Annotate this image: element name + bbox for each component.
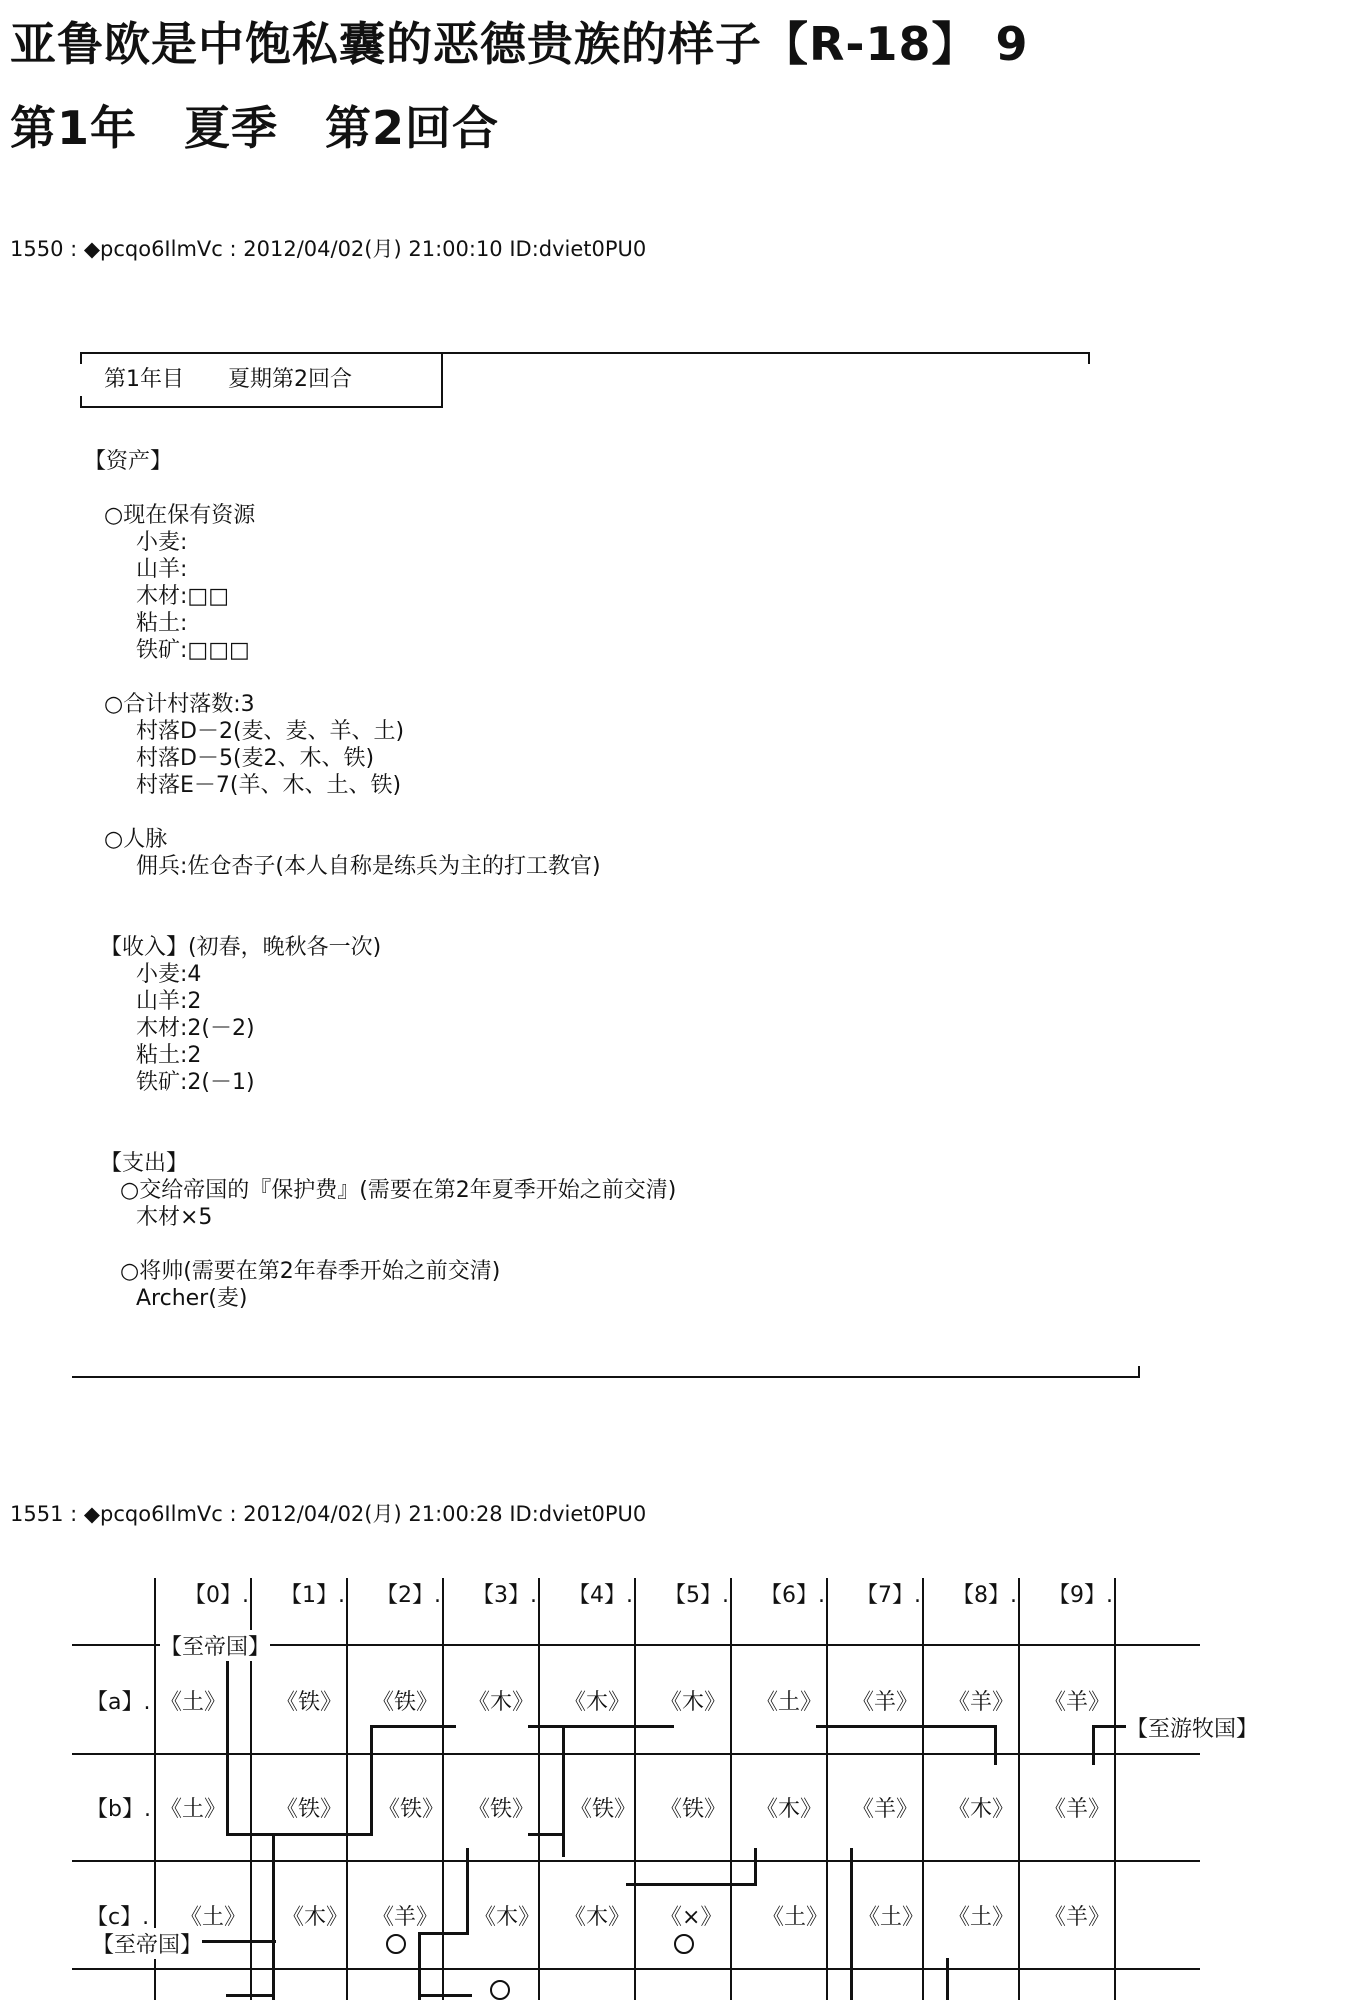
grid-col-header: 【5】. (664, 1583, 729, 1608)
map-cell: 《土》 (160, 1690, 227, 1715)
village-item: 村落E－7(羊、木、土、铁) (136, 773, 402, 798)
map-cell: 《木》 (564, 1690, 631, 1715)
route-line (418, 1994, 472, 1997)
income-heading: 【收入】(初春，晚秋各一次) (100, 935, 382, 960)
map-cell: 《土》 (180, 1905, 247, 1930)
income-item: 山羊:2 (136, 989, 202, 1014)
label-box-right-edge (441, 352, 443, 408)
map-cell: 《木》 (468, 1690, 535, 1715)
map-cell: 《铁》 (378, 1797, 445, 1822)
map-cell: 《土》 (160, 1797, 227, 1822)
grid-col-header: 【7】. (856, 1583, 921, 1608)
map-cell: 《木》 (564, 1905, 631, 1930)
route-line (226, 1640, 229, 1836)
route-line (226, 1833, 372, 1836)
thread-title: 亚鲁欧是中饱私囊的恶德贵族的样子【R-18】 9 (10, 17, 1029, 71)
box-bottom-rule (72, 1376, 1140, 1378)
expense-heading: 【支出】 (100, 1151, 189, 1176)
box-bottom-tick (1138, 1366, 1140, 1378)
expense-item: ○交给帝国的『保护费』(需要在第2年夏季开始之前交清) (120, 1178, 677, 1203)
resource-item: 木材:□□ (136, 584, 229, 609)
map-cell: 《土》 (762, 1905, 829, 1930)
route-line (1092, 1725, 1128, 1728)
settlement-marker (386, 1934, 406, 1954)
map-cell: 《铁》 (372, 1690, 439, 1715)
network-item: 佣兵:佐仓杏子(本人自称是练兵为主的打工教官) (136, 854, 601, 879)
village-item: 村落D－2(麦、麦、羊、土) (136, 719, 405, 744)
map-cell: 《羊》 (852, 1797, 919, 1822)
grid-row-line (72, 1753, 1200, 1755)
grid-col-line (1114, 1578, 1116, 2000)
grid-row-label: 【c】. (86, 1905, 150, 1930)
grid-col-line (442, 1578, 444, 2000)
income-item: 粘土:2 (136, 1043, 202, 1068)
route-line (272, 1835, 275, 2000)
resource-item: 小麦: (136, 530, 188, 555)
grid-row-label: 【a】. (86, 1690, 151, 1715)
grid-col-line (730, 1578, 732, 2000)
route-line (370, 1725, 456, 1728)
box-right-tick (1088, 352, 1090, 364)
map-cell: 《×》 (660, 1905, 723, 1930)
assets-heading: 【资产】 (84, 449, 173, 474)
to-nomad-label: 【至游牧国】 (1126, 1712, 1258, 1743)
route-line (626, 1883, 756, 1886)
route-line (370, 1725, 373, 1836)
route-line (946, 1958, 949, 2000)
map-cell: 《木》 (756, 1797, 823, 1822)
map-cell: 《羊》 (948, 1690, 1015, 1715)
route-line (466, 1848, 469, 1935)
box-top-rule (80, 352, 1090, 354)
villages-heading: ○合计村落数:3 (104, 692, 255, 717)
grid-col-line (922, 1578, 924, 2000)
box-left-tick (80, 352, 82, 364)
label-box-bottom-rule (80, 406, 443, 408)
map-cell: 《木》 (948, 1797, 1015, 1822)
expense-detail: Archer(麦) (136, 1286, 248, 1311)
grid-row-label: 【b】. (86, 1797, 151, 1822)
network-heading: ○人脉 (104, 827, 168, 852)
map-cell: 《羊》 (372, 1905, 439, 1930)
map-cell: 《羊》 (852, 1690, 919, 1715)
grid-col-header: 【3】. (472, 1583, 537, 1608)
route-line (418, 1932, 469, 1935)
to-empire-label: 【至帝国】 (160, 1630, 270, 1661)
settlement-marker (674, 1934, 694, 1954)
map-cell: 《铁》 (276, 1690, 343, 1715)
route-line (528, 1833, 565, 1836)
income-item: 铁矿:2(－1) (136, 1070, 255, 1095)
grid-row-line (72, 1860, 1200, 1862)
round-label: 第1年目 夏期第2回合 (104, 367, 352, 392)
route-line (562, 1725, 565, 1857)
to-empire-left-label: 【至帝国】 (92, 1928, 202, 1959)
grid-row-line (72, 1968, 1200, 1970)
income-item: 小麦:4 (136, 962, 202, 987)
route-line (1092, 1725, 1095, 1765)
expense-item: ○将帅(需要在第2年春季开始之前交清) (120, 1259, 501, 1284)
expense-detail: 木材×5 (136, 1205, 213, 1230)
resource-item: 山羊: (136, 557, 188, 582)
chapter-title: 第1年 夏季 第2回合 (10, 101, 500, 155)
post-header-1550: 1550 : ◆pcqo6IlmVc : 2012/04/02(月) 21:00:10 ID:dviet0PU0 (10, 237, 647, 261)
map-cell: 《铁》 (276, 1797, 343, 1822)
grid-col-header: 【4】. (568, 1583, 633, 1608)
post-header-1551: 1551 : ◆pcqo6IlmVc : 2012/04/02(月) 21:00:28 ID:dviet0PU0 (10, 1502, 647, 1526)
map-cell: 《羊》 (1044, 1797, 1111, 1822)
map-cell: 《铁》 (570, 1797, 637, 1822)
grid-col-header: 【1】. (280, 1583, 345, 1608)
grid-col-line (346, 1578, 348, 2000)
route-line (754, 1848, 757, 1886)
map-cell: 《木》 (282, 1905, 349, 1930)
map-cell: 《土》 (948, 1905, 1015, 1930)
map-cell: 《铁》 (468, 1797, 535, 1822)
grid-col-line (826, 1578, 828, 2000)
route-line (994, 1725, 997, 1765)
village-item: 村落D－5(麦2、木、铁) (136, 746, 375, 771)
grid-col-line (538, 1578, 540, 2000)
map-cell: 《土》 (756, 1690, 823, 1715)
map-cell: 《木》 (474, 1905, 541, 1930)
grid-col-header: 【8】. (952, 1583, 1017, 1608)
grid-col-line (1018, 1578, 1020, 2000)
resource-item: 粘土: (136, 611, 188, 636)
resource-item: 铁矿:□□□ (136, 638, 250, 663)
route-line (226, 1994, 274, 1997)
map-cell: 《羊》 (1044, 1905, 1111, 1930)
map-cell: 《铁》 (660, 1797, 727, 1822)
settlement-marker (490, 1980, 510, 2000)
grid-col-line (634, 1578, 636, 2000)
resources-heading: ○现在保有资源 (104, 503, 256, 528)
grid-col-header: 【2】. (376, 1583, 441, 1608)
route-line (528, 1725, 674, 1728)
income-item: 木材:2(－2) (136, 1016, 255, 1041)
map-cell: 《土》 (858, 1905, 925, 1930)
route-line (850, 1848, 853, 2000)
route-line (418, 1932, 421, 2000)
map-cell: 《羊》 (1044, 1690, 1111, 1715)
route-line (816, 1725, 996, 1728)
map-cell: 《木》 (660, 1690, 727, 1715)
grid-col-header: 【6】. (760, 1583, 825, 1608)
grid-col-header: 【0】. (184, 1583, 249, 1608)
grid-col-header: 【9】. (1048, 1583, 1113, 1608)
